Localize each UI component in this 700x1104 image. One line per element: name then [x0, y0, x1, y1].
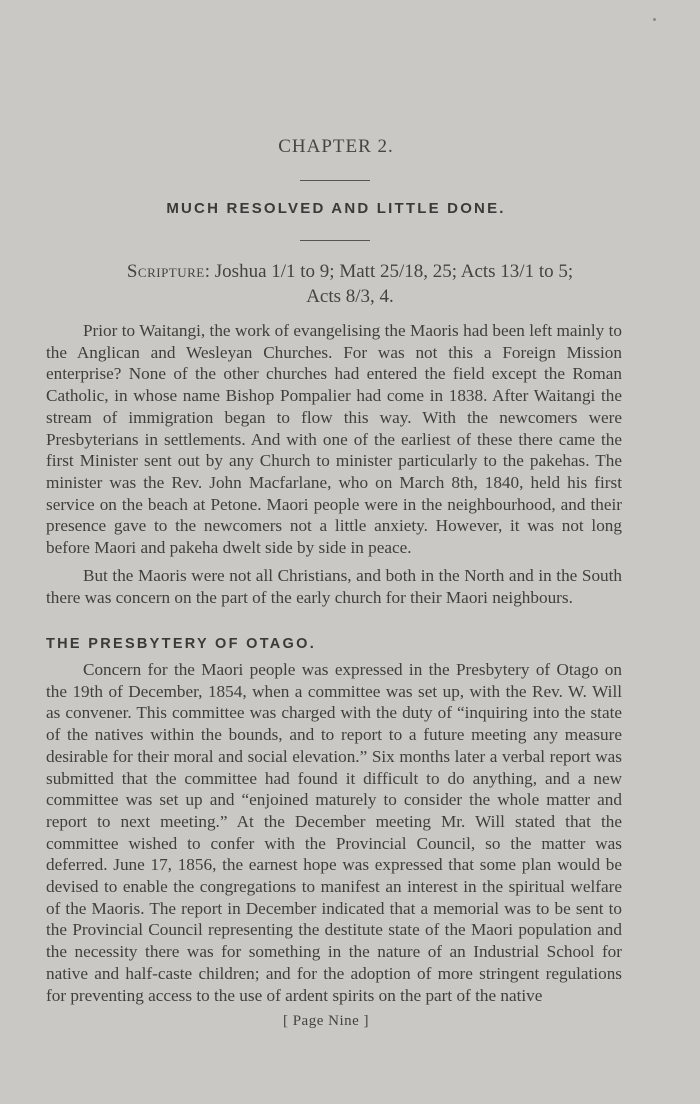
section-heading: THE PRESBYTERY OF OTAGO.: [46, 636, 317, 652]
divider-rule: [300, 180, 370, 181]
scripture-label: Scripture: [126, 261, 205, 282]
chapter-number: CHAPTER 2.: [278, 136, 394, 157]
scripture-refs-continued: Acts 8/3, 4.: [306, 286, 394, 307]
divider-rule: [300, 240, 370, 241]
section-paragraph: Concern for the Maori people was expressed in the Presbytery of Otago on the 19th of December, 1854, when a committee was set up, with the Rev. W. Will as convener. This committee was charged with the duty of “inquiring into the state of the natives within the bounds, and to report to a future meeting any measure desirable for their moral and social elevation.” Six months later a verbal report was submitted that the committee had found it difficult to do anything, and a new committee was set up and “enjoined maturely to consider the whole matter and report to next meeting.” At the December meeting Mr. Will stated that the committee wished to confer with the Provincial Council, so the matter was deferred. June 17, 1856, the earnest hope was expressed that some plan would be devised to enable the congregations to manifest an interest in the spiritual welfare of the Maoris. The report in December indicated that a memorial was to be sent to the Provincial Council representing the destitute state of the Maori population and the necessity there was for something in the nature of an Industrial School for native and half-caste children; and for the adoption of more stringent regulations for preventing access to the use of ardent spirits on the part of the native: [46, 660, 622, 1005]
scripture-refs: : Joshua 1/1 to 9; Matt 25/18, 25; Acts 13/1 to 5;: [204, 261, 574, 282]
body-paragraph: Prior to Waitangi, the work of evangelising the Maoris had been left mainly to the Anglican and Wesleyan Churches. For was not this a Foreign Mission enterprise? None of the other churches had entered the field except the Roman Catholic, in whose name Bishop Pompalier had come in 1838. After Waitangi the stream of immigration began to flow this way. With the newcomers were Presbyterians in settlements. And with one of the earliest of these there came the first Minister sent out by any Church to minister particularly to the pakehas. The minister was the Rev. John Macfarlane, who on March 8th, 1840, held his first service on the beach at Petone. Maori people were in the neighbourhood, and their presence gave to the newcomers not a little anxiety. However, it was not long before Maori and pakeha dwelt side by side in peace.: [46, 321, 622, 558]
page-number: [ Page Nine ]: [282, 1013, 370, 1029]
paper-speck: [653, 18, 656, 21]
chapter-title: MUCH RESOLVED AND LITTLE DONE.: [166, 200, 506, 217]
scripture-references: [60, 259, 640, 309]
body-paragraph: But the Maoris were not all Christians, and both in the North and in the South there was concern on the part of the early church for their Maori neighbours.: [46, 566, 622, 607]
